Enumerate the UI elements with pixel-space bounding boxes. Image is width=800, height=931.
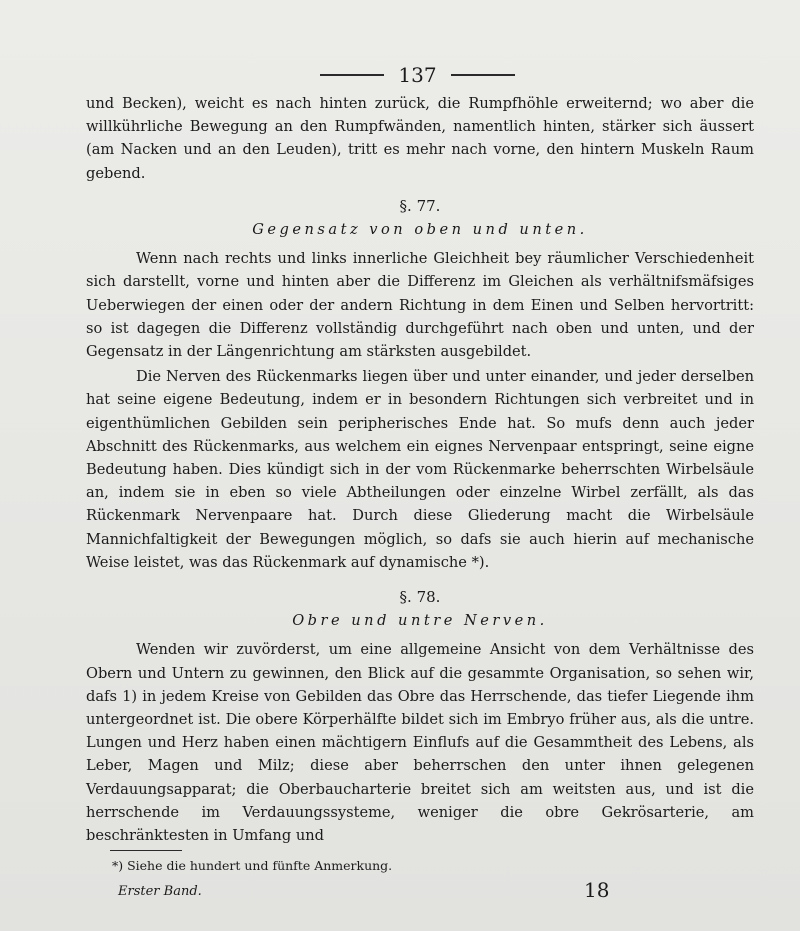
footnote-rule	[110, 850, 182, 851]
section-77-title: Gegensatz von oben und unten.	[252, 221, 588, 239]
page-header	[300, 60, 535, 90]
header-rule-right	[451, 74, 515, 76]
page-number: 137	[398, 63, 437, 87]
section-77-paragraph-2: Die Nerven des Rückenmarks liegen über und unter einander, und jeder derselben hat seine eigene Bedeutung, indem er in besondern Richtungen sich verbreitet und in eigenthümlichen Gebilden sein peripherisches Ende hat. So mufs denn auch jeder Abschnitt des Rückenmarks, aus welchem ein eignes Nervenpaar entspringt, seine eigne Bedeutung haben. Dies kündigt sich in der vom Rückenmarke beherrschten Wirbelsäule an, indem sie in eben so viele Abtheilungen oder einzelne Wirbel zerfällt, als das Rückenmark Nervenpaare hat. Durch diese Gliederung macht die Wirbelsäule Mannichfaltigkeit der Bewegungen möglich, so dafs sie auch hierin auf mechanische Weise leistet, was das Rückenmark auf dynamische *).	[86, 368, 754, 571]
section-77-paragraph-1: Wenn nach rechts und links innerliche Gleichheit bey räumlicher Verschiedenheit sich darstellt, vorne und hinten aber die Differenz im Gleichen als verhältnifsmäfsiges Ueberwiegen der einen oder der andern Richtung in dem Einen und Selben hervortritt: so ist dagegen die Differenz vollständig durchgeführt nach oben und unten, und der Gegensatz in der Längenrichtung am stärksten ausgebildet.	[86, 250, 754, 361]
gathering-number: 18	[584, 878, 610, 902]
body-text	[86, 92, 754, 849]
footnote: *) Siehe die hundert und fünfte Anmerkung.	[112, 858, 393, 873]
header-rule-left	[320, 74, 384, 76]
section-78-title: Obre und untre Nerven.	[292, 612, 548, 630]
signature-mark: Erster Band.	[118, 884, 202, 899]
section-78-paragraph-1: Wenden wir zuvörderst, um eine allgemeine Ansicht von dem Verhältnisse des Obern und Untern zu gewinnen, den Blick auf die gesammte Organisation, so sehen wir, dafs 1) in jedem Kreise von Gebilden das Obre das Herrschende, das tiefer Liegende ihm untergeordnet ist. Die obere Körperhälfte bildet sich im Embryo früher aus, als die untre. Lungen und Herz haben einen mächtigern Einflufs auf die Gesammtheit des Lebens, als Leber, Magen und Milz; diese aber beherrschen den unter ihnen gelegenen Verdauungsapparat; die Oberbaucharterie breitet sich am weitsten aus, und ist die herrschende im Verdauungssysteme, weniger die obre Gekrösarterie, am beschränktesten in Umfang und	[86, 641, 754, 845]
section-77-heading: §. 77.	[399, 196, 441, 215]
section-78-heading: §. 78.	[399, 588, 441, 607]
continuation-paragraph: und Becken), weicht es nach hinten zurück, die Rumpfhöhle erweiternd; wo aber die willkührliche Bewegung an den Rumpfwänden, namentlich hinten, stärker sich äussert (am Nacken und an den Leuden), tritt es mehr nach vorne, den hintern Muskeln Raum gebend.	[86, 95, 754, 182]
